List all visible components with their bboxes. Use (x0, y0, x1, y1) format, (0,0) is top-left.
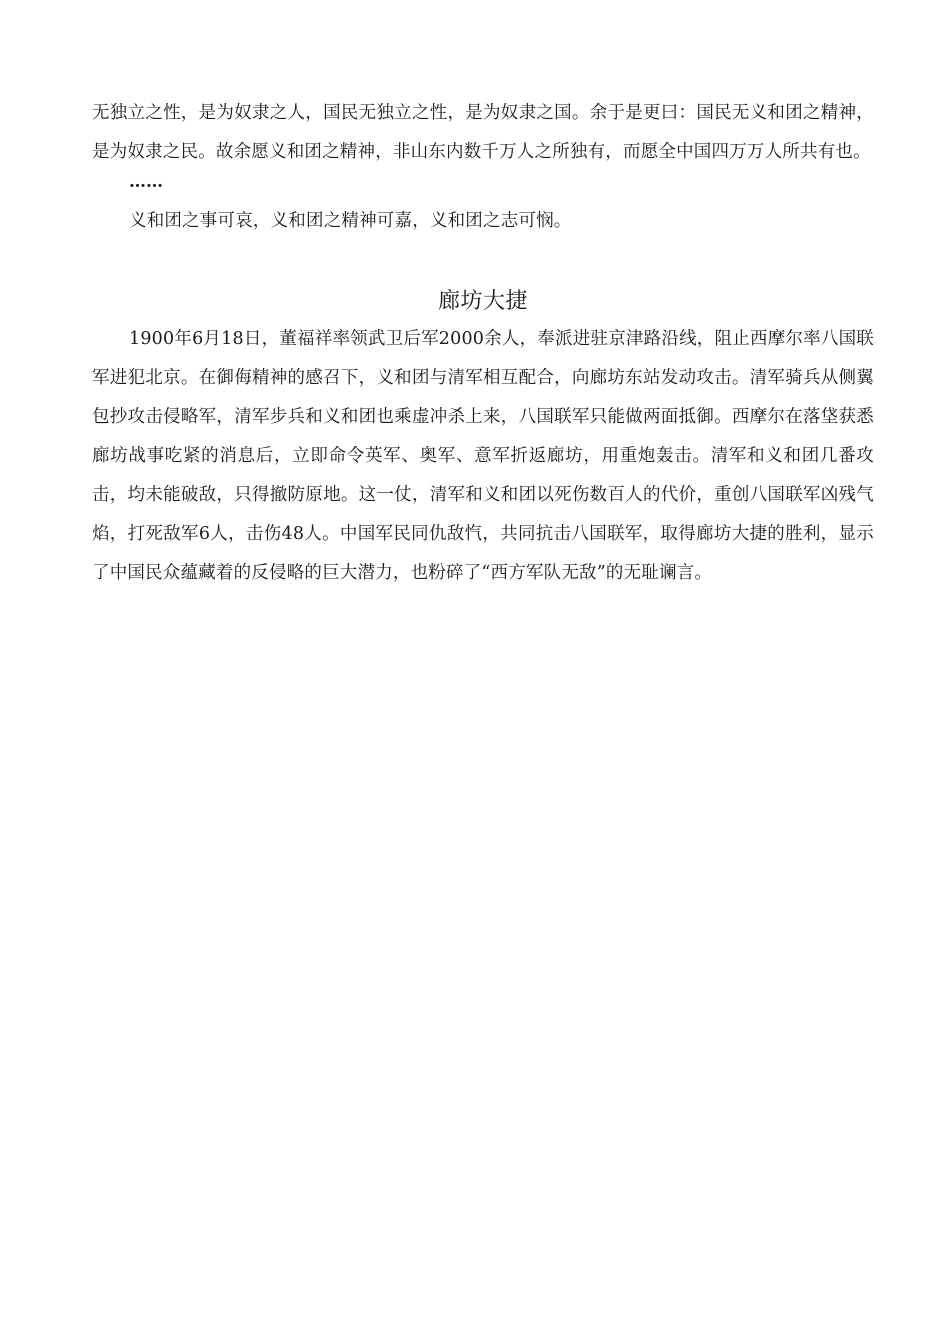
section-body-paragraph: 1900年6月18日，董福祥率领武卫后军2000余人，奉派进驻京津路沿线，阻止西摩尔率八国联军进犯北京。在御侮精神的感召下，义和团与清军相互配合，向廊坊东站发动攻击。清军骑兵从侧翼包抄攻击侵略军，清军步兵和义和团也乘虚冲杀上来，八国联军只能做两面抵御。西摩尔在落垡获悉廊坊战事吃紧的消息后，立即命令英军、奥军、意军折返廊坊，用重炮轰击。清军和义和团几番攻击，均未能破敌，只得撤防原地。这一仗，清军和义和团以死伤数百人的代价，重创八国联军凶残气焰，打死敌军6人，击伤48人。中国军民同仇敌忾，共同抗击八国联军，取得廊坊大捷的胜利，显示了中国民众蕴藏着的反侵略的巨大潜力，也粉碎了“西方军队无敌”的无耻谰言。 (92, 329, 874, 583)
continued-paragraph: 无独立之性，是为奴隶之人，国民无独立之性，是为奴隶之国。余于是更曰：国民无义和团之精神，是为奴隶之民。故余愿义和团之精神，非山东内数千万人之所独有，而愿全中国四万万人所共有也。 (92, 103, 874, 162)
section-title: 廊坊大捷 (437, 289, 528, 314)
document-body (92, 94, 874, 593)
summary-paragraph: 义和团之事可哀，义和团之精神可嘉，义和团之志可悯。 (129, 211, 572, 231)
ellipsis-marker: …… (129, 172, 163, 192)
section-spacer (92, 241, 874, 284)
